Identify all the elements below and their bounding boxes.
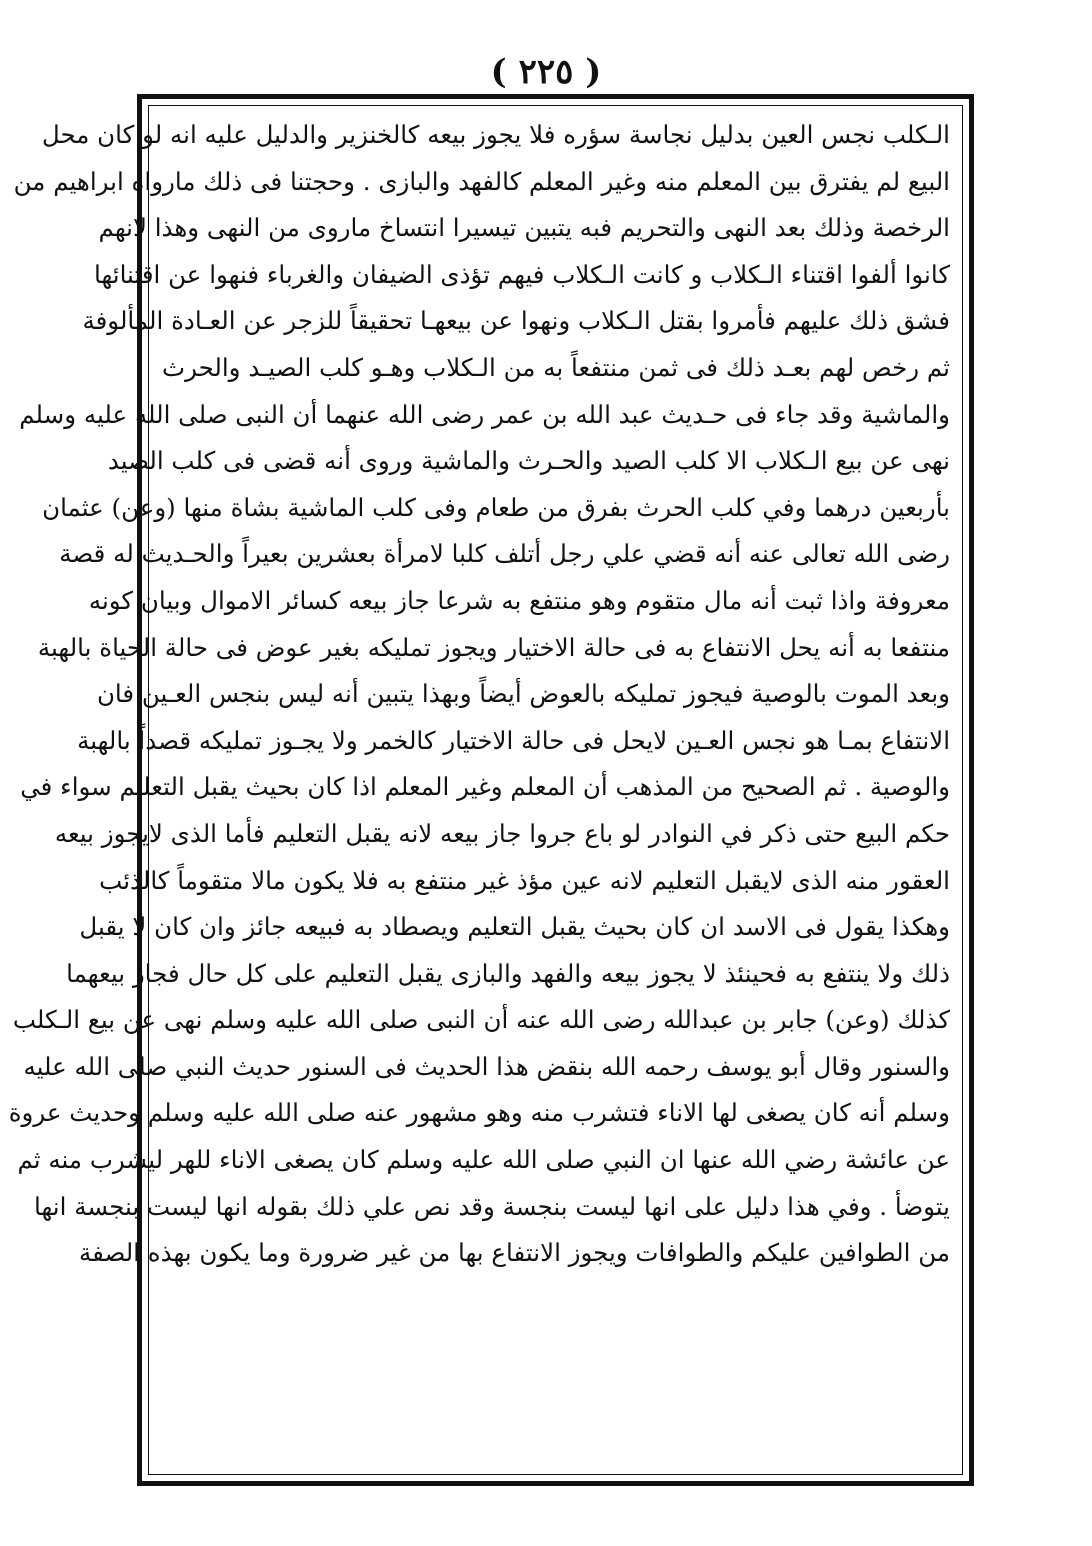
text-line: ثم رخص لهم بعـد ذلك فى ثمن منتفعاً به من الـكلاب وهـو كلب الصيـد والحرث [162,352,950,382]
text-line: نهى عن بيع الـكلاب الا كلب الصيد والحـرث والماشية وروى أنه قضى فى كلب الصيد [107,446,950,476]
text-line: البيع لم يفترق بين المعلم منه وغير المعلم كالفهد والبازى . وحجتنا فى ذلك مارواه ابراهيم من [13,166,950,196]
text-line: رضى الله تعالى عنه أنه قضي علي رجل أتلف كلبا لامرأة بعشرين بعيراً والحـديث له قصة [59,539,950,569]
text-line: ذلك ولا ينتفع به فحينئذ لا يجوز بيعه والفهد والبازى يقبل التعليم على كل حال فجاز بيعهما [66,958,950,988]
text-line: العقور منه الذى لايقبل التعليم لانه عين مؤذ غير منتفع به فلا يكون مالا متقوماً كالذئب [99,865,950,895]
text-line: والماشية وقد جاء فى حـديث عبد الله بن عمر رضى الله عنهما أن النبى صلى الله عليه وسلم [19,399,950,429]
text-line: كذلك (وعن) جابر بن عبدالله رضى الله عنه أن النبى صلى الله عليه وسلم نهى عن بيع الـكلب [12,1005,950,1035]
text-line: بأربعين درهما وفي كلب الحرث بفرق من طعام وفى كلب الماشية بشاة منها (وعن) عثمان [42,492,950,522]
text-line: الـكلب نجس العين بدليل نجاسة سؤره فلا يجوز بيعه كالخنزير والدليل عليه انه لو كان محل [41,120,950,149]
text-line: والوصية . ثم الصحيح من المذهب أن المعلم وغير المعلم اذا كان بحيث يقبل التعليم سواء في [20,772,950,802]
text-line: وبعد الموت بالوصية فيجوز تمليكه بالعوض أيضاً وبهذا يتبين أنه ليس بنجس العـين فان [96,679,950,709]
text-line: الرخصة وذلك بعد النهى والتحريم فبه يتبين تيسيرا انتساخ ماروى من النهى وهذا لانهم [98,213,950,243]
text-line: حكم البيع حتى ذكر في النوادر لو باع جروا جاز بيعه لانه يقبل التعليم فأما الذى لايجوز بيعه [54,818,950,848]
text-line: منتفعا به أنه يحل الانتفاع به فى حالة الاختيار ويجوز تمليكه بغير عوض فى حالة الحياة بالهبة [37,632,950,662]
text-line: يتوضأ . وفي هذا دليل على انها ليست بنجسة وقد نص علي ذلك بقوله انها ليست بنجسة انها [34,1191,950,1221]
text-line: كانوا ألفوا اقتناء الـكلاب و كانت الـكلاب فيهم تؤذى الضيفان والغرباء فنهوا عن اقتنائها [94,259,950,289]
text-line: والسنور وقال أبو يوسف رحمه الله بنقض هذا الحديث فى السنور حديث النبي صلى الله عليه [23,1051,950,1081]
text-line: الانتفاع بمـا هو نجس العـين لايحل فى حالة الاختيار كالخمر ولا يجـوز تمليكه قصداً بالهبة [77,725,950,755]
text-body [8,104,960,1476]
text-line: من الطوافين عليكم والطوافات ويجوز الانتفاع بها من غير ضرورة وما يكون بهذه الصفة [78,1238,950,1268]
page-number: ( ٢٢٥ ) [490,52,602,92]
text-line: وهكذا يقول فى الاسد ان كان بحيث يقبل التعليم ويصطاد به فبيعه جائز وان كان لا يقبل [79,912,950,942]
text-line: معروفة واذا ثبت أنه مال متقوم وهو منتفع به شرعا جاز بيعه كسائر الاموال وبيان كونه [88,585,950,615]
text-line: وسلم أنه كان يصغى لها الاناء فتشرب منه وهو مشهور عنه صلى الله عليه وسلم وحديث عروة [8,1098,950,1128]
text-line: فشق ذلك عليهم فأمروا بقتل الـكلاب ونهوا عن بيعهـا تحقيقاً للزجر عن العـادة المألوفة [82,306,950,336]
text-line: عن عائشة رضي الله عنها ان النبي صلى الله عليه وسلم كان يصغى الاناء للهر ليشرب منه ثم [17,1145,950,1175]
